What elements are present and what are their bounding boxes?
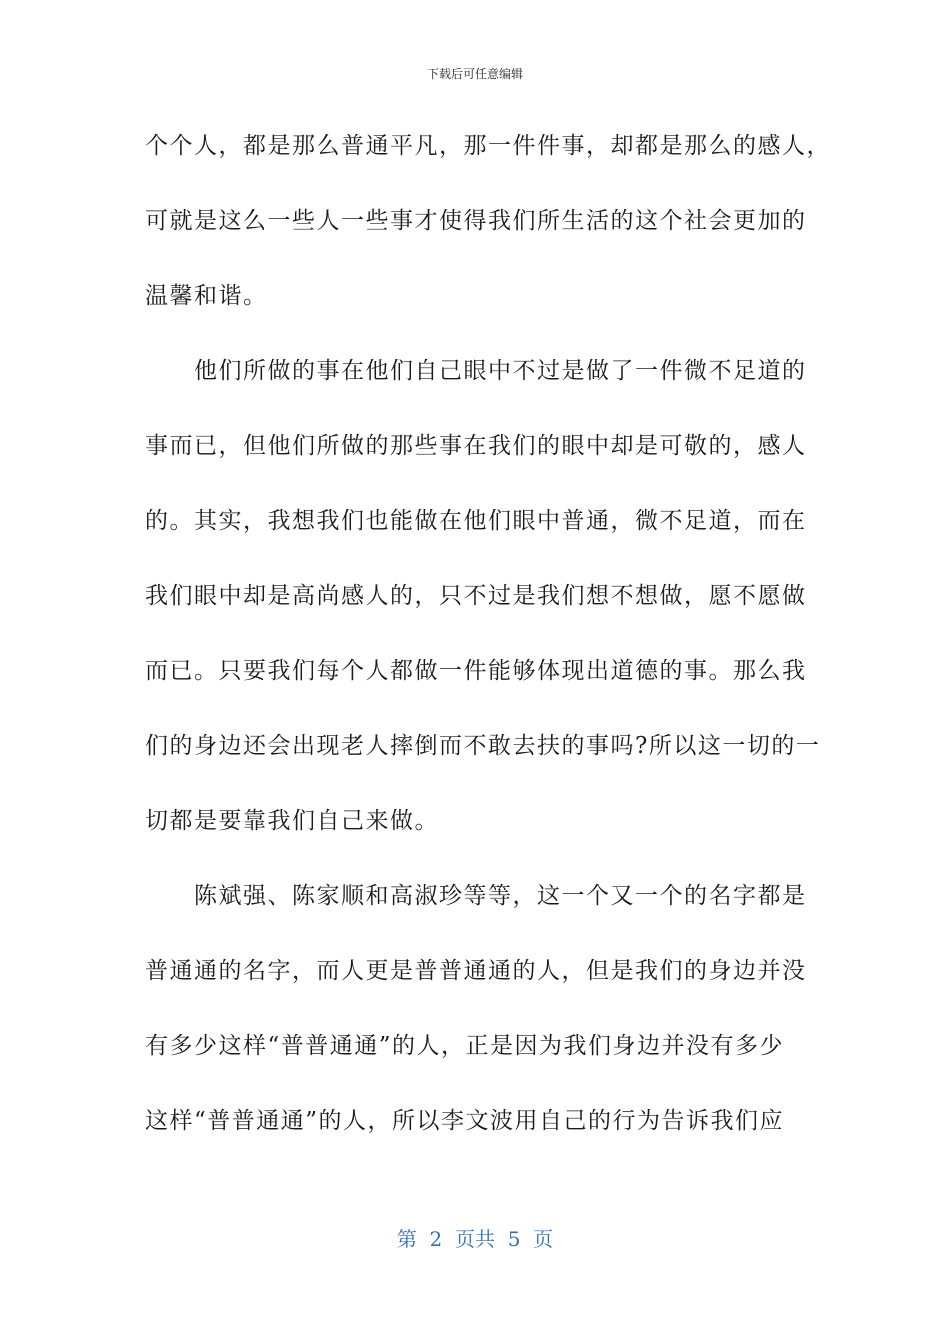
text-line: 个个人，都是那么普通平凡，那一件件事，却都是那么的感人， (145, 133, 831, 159)
text-line: 他们所做的事在他们自己眼中不过是做了一件微不足道的 (145, 358, 807, 384)
text-line: 而已。只要我们每个人都做一件能够体现出道德的事。那么我 (145, 658, 807, 684)
text-line: 们的身边还会出现老人摔倒而不敢去扶的事吗?所以这一切的一 (145, 733, 821, 759)
text-line: 事而已，但他们所做的那些事在我们的眼中却是可敬的，感人 (145, 433, 807, 459)
text-line: 普通通的名字，而人更是普普通通的人，但是我们的身边并没 (145, 958, 807, 984)
document-body (145, 128, 831, 1178)
text-line: 陈斌强、陈家顺和高淑珍等等，这一个又一个的名字都是 (145, 883, 807, 909)
text-line: 这样“普普通通”的人，所以李文波用自己的行为告诉我们应 (145, 1108, 785, 1134)
page-header-note: 下载后可任意编辑 (426, 67, 523, 81)
text-line: 有多少这样“普普通通”的人，正是因为我们身边并没有多少 (145, 1033, 785, 1059)
text-line: 温馨和谐。 (145, 283, 268, 309)
text-line: 切都是要靠我们自己来做。 (145, 808, 439, 834)
text-line: 我们眼中却是高尚感人的，只不过是我们想不想做，愿不愿做 (145, 583, 807, 609)
text-line: 可就是这么一些人一些事才使得我们所生活的这个社会更加的 (145, 208, 807, 234)
page-number-footer: 第 2 页共 5 页 (396, 1227, 554, 1251)
text-line: 的。其实，我想我们也能做在他们眼中普通，微不足道，而在 (145, 508, 807, 534)
